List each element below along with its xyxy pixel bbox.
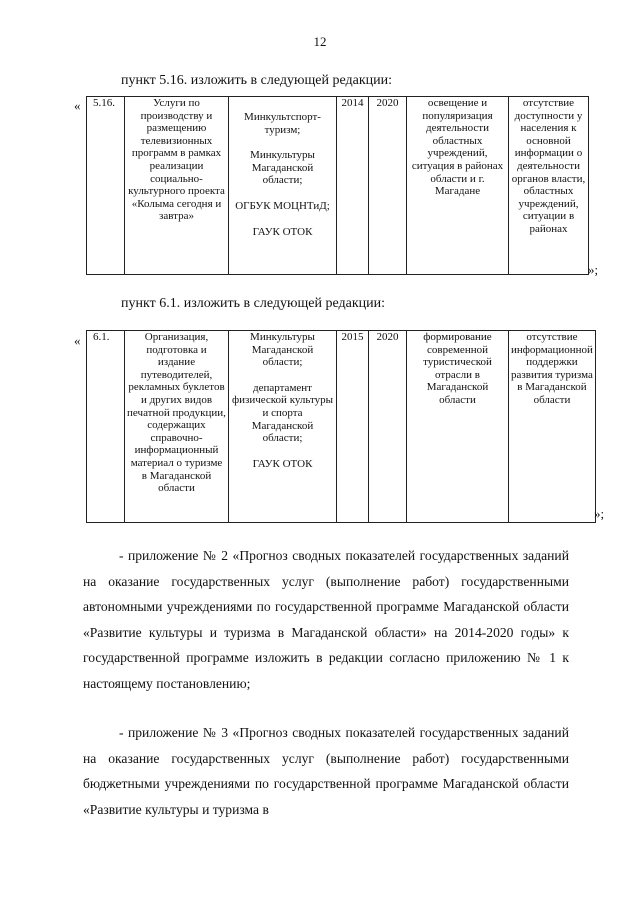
end-year: 2020: [369, 97, 407, 275]
executors-cell: [229, 97, 337, 275]
executors-cell: [229, 331, 337, 523]
consequence: отсутствие доступности у населения к основной информации о деятельности органов власти, областных учреждений, ситуации в районах: [509, 97, 589, 275]
expected-result: освещение и популяризация деятельности областных учреждений, ситуация в районах области и г. Магадане: [407, 97, 509, 275]
executor: Минкультуры Магаданской области;: [250, 149, 315, 187]
amendment-2-heading: пункт 6.1. изложить в следующей редакции:: [121, 296, 385, 311]
measure-name: Услуги по производству и размещению телевизионных программ в рамках реализации социально-культурного проекта «Колыма сегодня и завтра»: [125, 97, 229, 275]
executor: ГАУК ОТОК: [252, 225, 313, 238]
row-number: 5.16.: [87, 97, 125, 275]
amendment-2-table: [86, 330, 596, 523]
start-year: 2015: [337, 331, 369, 523]
executor: ОГБУК МОЦНТиД;: [235, 199, 330, 212]
amendment-1-table: [86, 96, 589, 275]
executor: ГАУК ОТОК: [252, 457, 313, 470]
measure-name: Организация, подготовка и издание путеводителей, рекламных буклетов и других видов печатной продукции, содержащих справочно-информационный материал о туризме в Магаданской области: [125, 331, 229, 523]
executor: департамент физической культуры и спорта Магаданской области;: [231, 381, 334, 445]
expected-result: формирование современной туристической отрасли в Магаданской области: [407, 331, 509, 523]
paragraph-appendix-2: [83, 543, 569, 697]
amendment-1-close-quote: »;: [588, 262, 599, 277]
paragraph-appendix-3: [83, 720, 569, 822]
amendment-2-open-quote: «: [74, 333, 81, 348]
executor: Минкультспорт-туризм;: [244, 111, 321, 136]
start-year: 2014: [337, 97, 369, 275]
consequence: отсутствие информационной поддержки развития туризма в Магаданской области: [509, 331, 596, 523]
table-row: [87, 331, 596, 523]
table-row: [87, 97, 589, 275]
page-number: 12: [313, 34, 327, 49]
amendment-1-heading: пункт 5.16. изложить в следующей редакции:: [121, 73, 392, 88]
amendment-1-open-quote: «: [74, 98, 81, 113]
paragraph-text: - приложение № 2 «Прогноз сводных показателей государственных заданий на оказание государственных услуг (выполнение работ) государственными автономными учреждениями по государственной программе Магаданской области «Развитие культуры и туризма в Магаданской области» на 2014-2020 годы» к государственной программе изложить в редакции согласно приложению № 1 к настоящему постановлению;: [83, 548, 569, 691]
executor: Минкультуры Магаданской области;: [250, 331, 315, 369]
amendment-2-close-quote: »;: [594, 506, 605, 521]
paragraph-text: - приложение № 3 «Прогноз сводных показателей государственных заданий на оказание государственных услуг (выполнение работ) государственными бюджетными учреждениями по государственной программе Магаданской области «Развитие культуры и туризма в: [83, 725, 569, 817]
end-year: 2020: [369, 331, 407, 523]
row-number: 6.1.: [87, 331, 125, 523]
